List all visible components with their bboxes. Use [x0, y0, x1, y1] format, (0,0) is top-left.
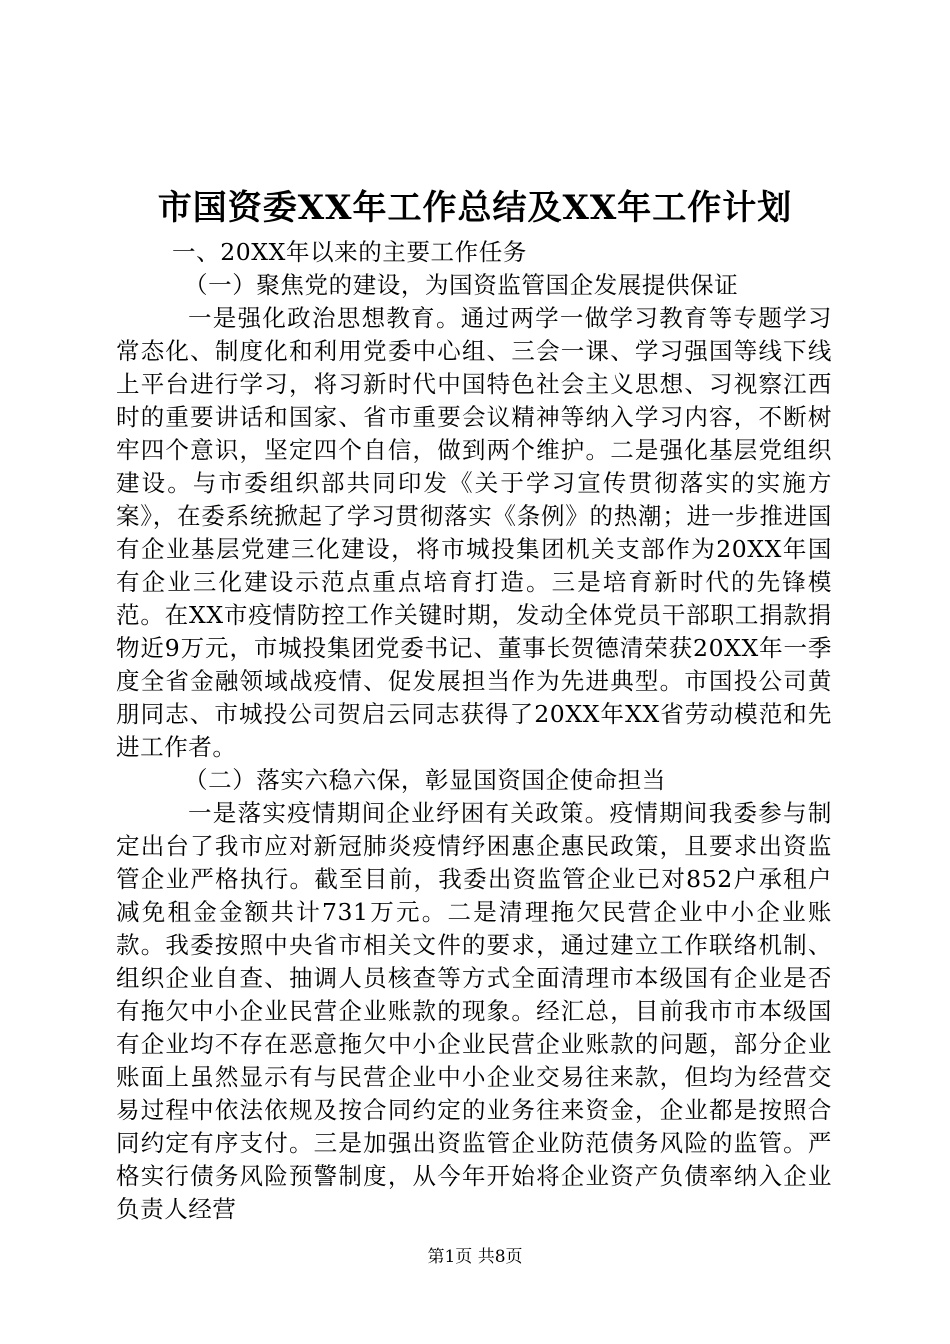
paragraph-1: 一是强化政治思想教育。通过两学一做学习教育等专题学习常态化、制度化和利用党委中心组、三会一课、学习强国等线下线上平台进行学习，将习新时代中国特色社会主义思想、习视察江西时的重要讲话和国家、省市重要会议精神等纳入学习内容，不断树牢四个意识，坚定四个自信，做到两个维护。二是强化基层党组织建设。与市委组织部共同印发《关于学习宣传贯彻落实的实施方案》，在委系统掀起了学习贯彻落实《条例》的热潮；进一步推进国有企业基层党建三化建设，将市城投集团机关支部作为20XX年国有企业三化建设示范点重点培育打造。三是培育新时代的先锋模范。在XX市疫情防控工作关键时期，发动全体党员干部职工捐款捐物近9万元，市城投集团党委书记、董事长贺德清荣获20XX年一季度全省金融领域战疫情、促发展担当作为先进典型。市国投公司黄朋同志、市城投公司贺启云同志获得了20XX年XX省劳动模范和先进工作者。 [116, 304, 832, 761]
section-heading-main: 一、20XX年以来的主要工作任务 [172, 238, 527, 266]
subsection-heading-1: （一）聚焦党的建设，为国资监管国企发展提供保证 [184, 271, 739, 299]
document-title: 市国资委XX年工作总结及XX年工作计划 [157, 188, 793, 228]
subsection-heading-2: （二）落实六稳六保，彰显国资国企使命担当 [184, 766, 666, 794]
document-body [116, 236, 832, 1226]
page-footer: 第1页 共8页 [427, 1247, 523, 1267]
paragraph-2: 一是落实疫情期间企业纾困有关政策。疫情期间我委参与制定出台了我市应对新冠肺炎疫情纾困惠企惠民政策，且要求出资监管企业严格执行。截至目前，我委出资监管企业已对852户承租户减免租金金额共计731万元。二是清理拖欠民营企业中小企业账款。我委按照中央省市相关文件的要求，通过建立工作联络机制、组织企业自查、抽调人员核查等方式全面清理市本级国有企业是否有拖欠中小企业民营企业账款的现象。经汇总，目前我市市本级国有企业均不存在恶意拖欠中小企业民营企业账款的问题，部分企业账面上虽然显示有与民营企业中小企业交易往来款，但均为经营交易过程中依法依规及按合同约定的业务往来资金，企业都是按照合同约定有序支付。三是加强出资监管企业防范债务风险的监管。严格实行债务风险预警制度，从今年开始将企业资产负债率纳入企业负责人经营 [116, 799, 832, 1223]
